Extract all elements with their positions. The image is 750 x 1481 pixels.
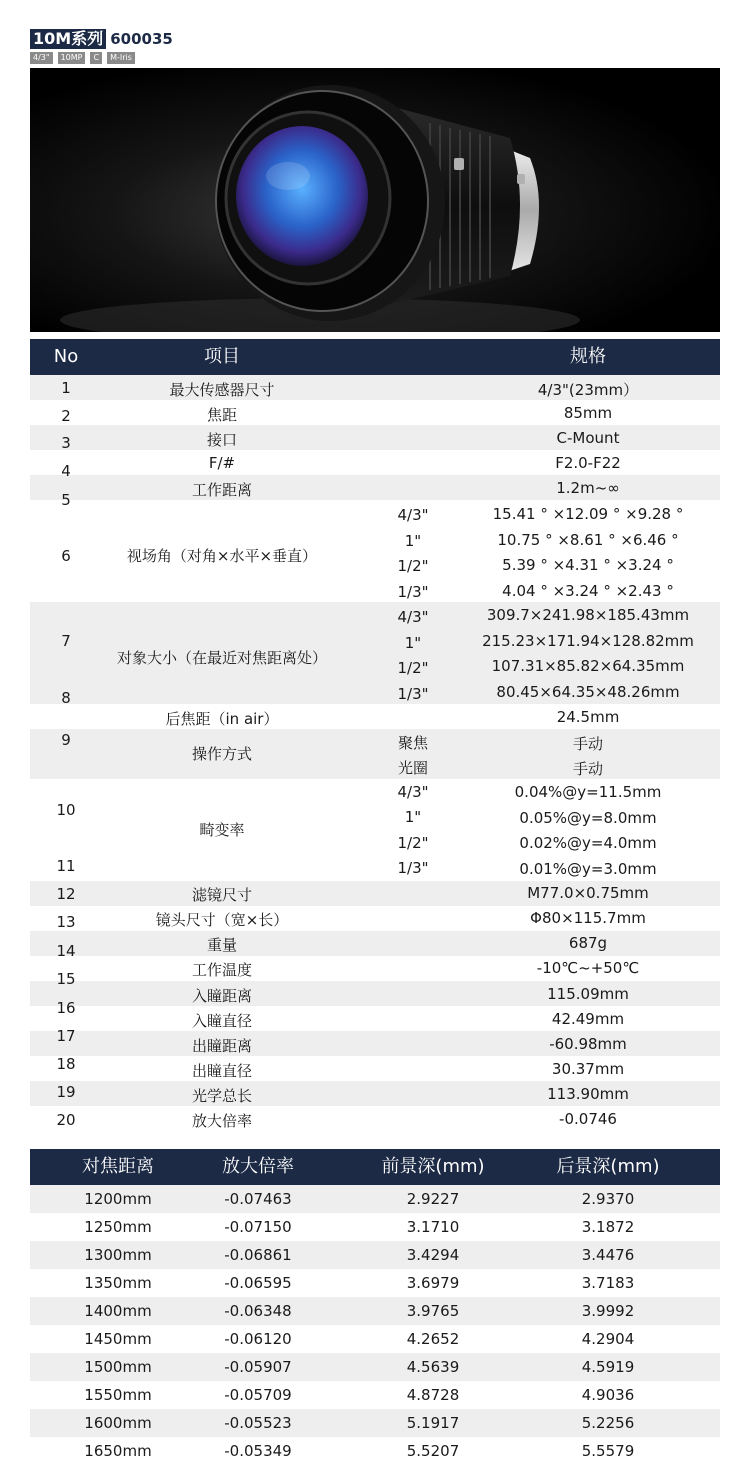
row-no: 2 bbox=[61, 407, 71, 425]
header-rear-dof: 后景深(mm) bbox=[556, 1156, 660, 1177]
front-dof-cell: 3.4294 bbox=[406, 1246, 460, 1264]
distortion-sensor: 4/3" bbox=[397, 783, 429, 801]
focus-table-header bbox=[30, 1149, 720, 1185]
spec-temp: -10℃~+50℃ bbox=[536, 959, 640, 977]
row-no: 11 bbox=[56, 857, 76, 875]
magnification-cell: -0.05709 bbox=[224, 1386, 292, 1404]
row-no: 12 bbox=[56, 885, 76, 903]
spec-distortion: 0.04%@y=11.5mm bbox=[514, 783, 662, 801]
spec-table-header bbox=[30, 339, 720, 375]
focus-distance-cell: 1550mm bbox=[84, 1386, 152, 1404]
header-item: 项目 bbox=[204, 346, 240, 367]
focus-distance-cell: 1500mm bbox=[84, 1358, 152, 1376]
spec-bfl: 24.5mm bbox=[556, 708, 620, 726]
spec-fov: 4.04 ° ×3.24 ° ×2.43 ° bbox=[502, 582, 674, 600]
focus-distance-cell: 1450mm bbox=[84, 1330, 152, 1348]
row-no: 6 bbox=[61, 547, 71, 565]
series-badge: 10M系列 bbox=[30, 29, 106, 49]
spec-objsize: 309.7×241.98×185.43mm bbox=[486, 606, 690, 624]
row-no: 14 bbox=[56, 942, 76, 960]
item-objsize: 对象大小（在最近对焦距离处） bbox=[116, 649, 327, 667]
spec-entrance-dist: 115.09mm bbox=[547, 985, 629, 1003]
row-no: 17 bbox=[56, 1027, 76, 1045]
header-front-dof: 前景深(mm) bbox=[381, 1156, 485, 1177]
operation-mode: 光圈 bbox=[397, 759, 428, 777]
item-exit-dia: 出瞳直径 bbox=[191, 1062, 252, 1080]
row-no: 18 bbox=[56, 1055, 76, 1073]
item-weight: 重量 bbox=[206, 936, 237, 954]
lens-photo bbox=[30, 68, 720, 332]
front-dof-cell: 3.9765 bbox=[406, 1302, 460, 1320]
item-exit-dist: 出瞳距离 bbox=[191, 1037, 252, 1055]
objsize-sensor: 1" bbox=[404, 634, 422, 652]
row-no: 19 bbox=[56, 1083, 76, 1101]
row-no: 13 bbox=[56, 913, 76, 931]
objsize-sensor: 4/3" bbox=[397, 608, 429, 626]
rear-dof-cell: 3.4476 bbox=[581, 1246, 635, 1264]
feature-tags bbox=[30, 52, 135, 64]
rear-dof-cell: 5.2256 bbox=[581, 1414, 635, 1432]
item-operation: 操作方式 bbox=[191, 745, 252, 763]
item-temp: 工作温度 bbox=[191, 961, 252, 979]
item-magnification: 放大倍率 bbox=[191, 1112, 252, 1130]
lens-image bbox=[30, 68, 720, 332]
row-no: 20 bbox=[56, 1111, 76, 1129]
fov-sensor: 4/3" bbox=[397, 506, 429, 524]
item-optical-len: 光学总长 bbox=[191, 1087, 252, 1105]
header-magnification: 放大倍率 bbox=[222, 1156, 294, 1177]
tag-iris: M-Iris bbox=[107, 52, 135, 64]
spec-magnification: -0.0746 bbox=[559, 1110, 617, 1128]
distortion-sensor: 1/2" bbox=[397, 834, 429, 852]
spec-distortion: 0.02%@y=4.0mm bbox=[519, 834, 657, 852]
front-dof-cell: 4.2652 bbox=[406, 1330, 460, 1348]
rear-dof-cell: 2.9370 bbox=[581, 1190, 635, 1208]
rear-dof-cell: 3.1872 bbox=[581, 1218, 635, 1236]
item-workdist: 工作距离 bbox=[191, 481, 252, 499]
header-spec: 规格 bbox=[570, 346, 606, 367]
header-no: No bbox=[53, 346, 79, 367]
item-mount: 接口 bbox=[206, 431, 237, 449]
rear-dof-cell: 4.9036 bbox=[581, 1386, 635, 1404]
spec-focal: 85mm bbox=[563, 404, 613, 422]
rear-dof-cell: 5.5579 bbox=[581, 1442, 635, 1460]
focus-distance-cell: 1300mm bbox=[84, 1246, 152, 1264]
rear-dof-cell: 4.5919 bbox=[581, 1358, 635, 1376]
fov-sensor: 1/3" bbox=[397, 583, 429, 601]
fov-sensor: 1/2" bbox=[397, 557, 429, 575]
item-fov: 视场角（对角×水平×垂直） bbox=[126, 547, 318, 565]
product-header bbox=[30, 29, 173, 49]
tag-sensor: 4/3" bbox=[30, 52, 53, 64]
spec-weight: 687g bbox=[568, 934, 608, 952]
item-entrance-dia: 入瞳直径 bbox=[191, 1012, 252, 1030]
spec-fov: 10.75 ° ×8.61 ° ×6.46 ° bbox=[497, 531, 679, 549]
spec-sensor: 4/3"(23mm） bbox=[537, 381, 639, 399]
distortion-sensor: 1" bbox=[404, 808, 422, 826]
spec-objsize: 107.31×85.82×64.35mm bbox=[491, 657, 685, 675]
row-no: 5 bbox=[61, 491, 71, 509]
front-dof-cell: 4.5639 bbox=[406, 1358, 460, 1376]
model-number: 600035 bbox=[110, 30, 173, 48]
row-no: 16 bbox=[56, 999, 76, 1017]
item-bfl: 后焦距（in air） bbox=[165, 710, 279, 728]
spec-fov: 15.41 ° ×12.09 ° ×9.28 ° bbox=[492, 505, 684, 523]
operation-mode: 聚焦 bbox=[397, 734, 428, 752]
spec-entrance-dia: 42.49mm bbox=[551, 1010, 625, 1028]
rear-dof-cell: 4.2904 bbox=[581, 1330, 635, 1348]
focus-distance-cell: 1650mm bbox=[84, 1442, 152, 1460]
objsize-sensor: 1/3" bbox=[397, 685, 429, 703]
magnification-cell: -0.06120 bbox=[224, 1330, 292, 1348]
magnification-cell: -0.06861 bbox=[224, 1246, 292, 1264]
item-filter: 滤镜尺寸 bbox=[191, 886, 252, 904]
magnification-cell: -0.07463 bbox=[224, 1190, 292, 1208]
spec-operation: 手动 bbox=[572, 735, 603, 753]
magnification-cell: -0.06348 bbox=[224, 1302, 292, 1320]
tag-resolution: 10MP bbox=[58, 52, 86, 64]
focus-distance-cell: 1400mm bbox=[84, 1302, 152, 1320]
front-dof-cell: 3.6979 bbox=[406, 1274, 460, 1292]
spec-fov: 5.39 ° ×4.31 ° ×3.24 ° bbox=[502, 556, 674, 574]
magnification-cell: -0.05523 bbox=[224, 1414, 292, 1432]
row-no: 9 bbox=[61, 731, 71, 749]
magnification-cell: -0.07150 bbox=[224, 1218, 292, 1236]
front-dof-cell: 3.1710 bbox=[406, 1218, 460, 1236]
item-entrance-dist: 入瞳距离 bbox=[191, 987, 252, 1005]
focus-distance-cell: 1200mm bbox=[84, 1190, 152, 1208]
item-sensor: 最大传感器尺寸 bbox=[169, 381, 275, 399]
spec-exit-dia: 30.37mm bbox=[551, 1060, 625, 1078]
magnification-cell: -0.05349 bbox=[224, 1442, 292, 1460]
spec-lensize: Φ80×115.7mm bbox=[530, 909, 646, 927]
front-dof-cell: 5.5207 bbox=[406, 1442, 460, 1460]
front-dof-cell: 5.1917 bbox=[406, 1414, 460, 1432]
front-dof-cell: 4.8728 bbox=[406, 1386, 460, 1404]
row-no: 1 bbox=[61, 379, 71, 397]
spec-optical-len: 113.90mm bbox=[547, 1085, 629, 1103]
spec-filter: M77.0×0.75mm bbox=[527, 884, 649, 902]
item-lensize: 镜头尺寸（宽×长） bbox=[155, 911, 289, 929]
row-no: 4 bbox=[61, 462, 71, 480]
objsize-sensor: 1/2" bbox=[397, 659, 429, 677]
focus-distance-cell: 1350mm bbox=[84, 1274, 152, 1292]
row-no: 7 bbox=[61, 632, 71, 650]
item-fnum: F/# bbox=[208, 454, 236, 472]
row-no: 15 bbox=[56, 970, 76, 988]
magnification-cell: -0.06595 bbox=[224, 1274, 292, 1292]
focus-distance-cell: 1250mm bbox=[84, 1218, 152, 1236]
row-no: 8 bbox=[61, 689, 71, 707]
spec-distortion: 0.01%@y=3.0mm bbox=[519, 860, 657, 878]
fov-sensor: 1" bbox=[404, 532, 422, 550]
row-no: 10 bbox=[56, 801, 76, 819]
item-distortion: 畸变率 bbox=[199, 821, 245, 839]
item-focal: 焦距 bbox=[206, 406, 237, 424]
spec-objsize: 80.45×64.35×48.26mm bbox=[496, 683, 680, 701]
spec-fnum: F2.0-F22 bbox=[555, 454, 621, 472]
spec-mount: C-Mount bbox=[556, 429, 620, 447]
magnification-cell: -0.05907 bbox=[224, 1358, 292, 1376]
focus-distance-cell: 1600mm bbox=[84, 1414, 152, 1432]
distortion-sensor: 1/3" bbox=[397, 859, 429, 877]
rear-dof-cell: 3.9992 bbox=[581, 1302, 635, 1320]
spec-workdist: 1.2m~∞ bbox=[556, 479, 620, 497]
tag-mount: C bbox=[90, 52, 102, 64]
spec-distortion: 0.05%@y=8.0mm bbox=[519, 809, 657, 827]
rear-dof-cell: 3.7183 bbox=[581, 1274, 635, 1292]
spec-operation: 手动 bbox=[572, 760, 603, 778]
header-focus-distance: 对焦距离 bbox=[82, 1156, 154, 1177]
row-no: 3 bbox=[61, 434, 71, 452]
spec-exit-dist: -60.98mm bbox=[549, 1035, 627, 1053]
spec-objsize: 215.23×171.94×128.82mm bbox=[482, 632, 694, 650]
front-dof-cell: 2.9227 bbox=[406, 1190, 460, 1208]
